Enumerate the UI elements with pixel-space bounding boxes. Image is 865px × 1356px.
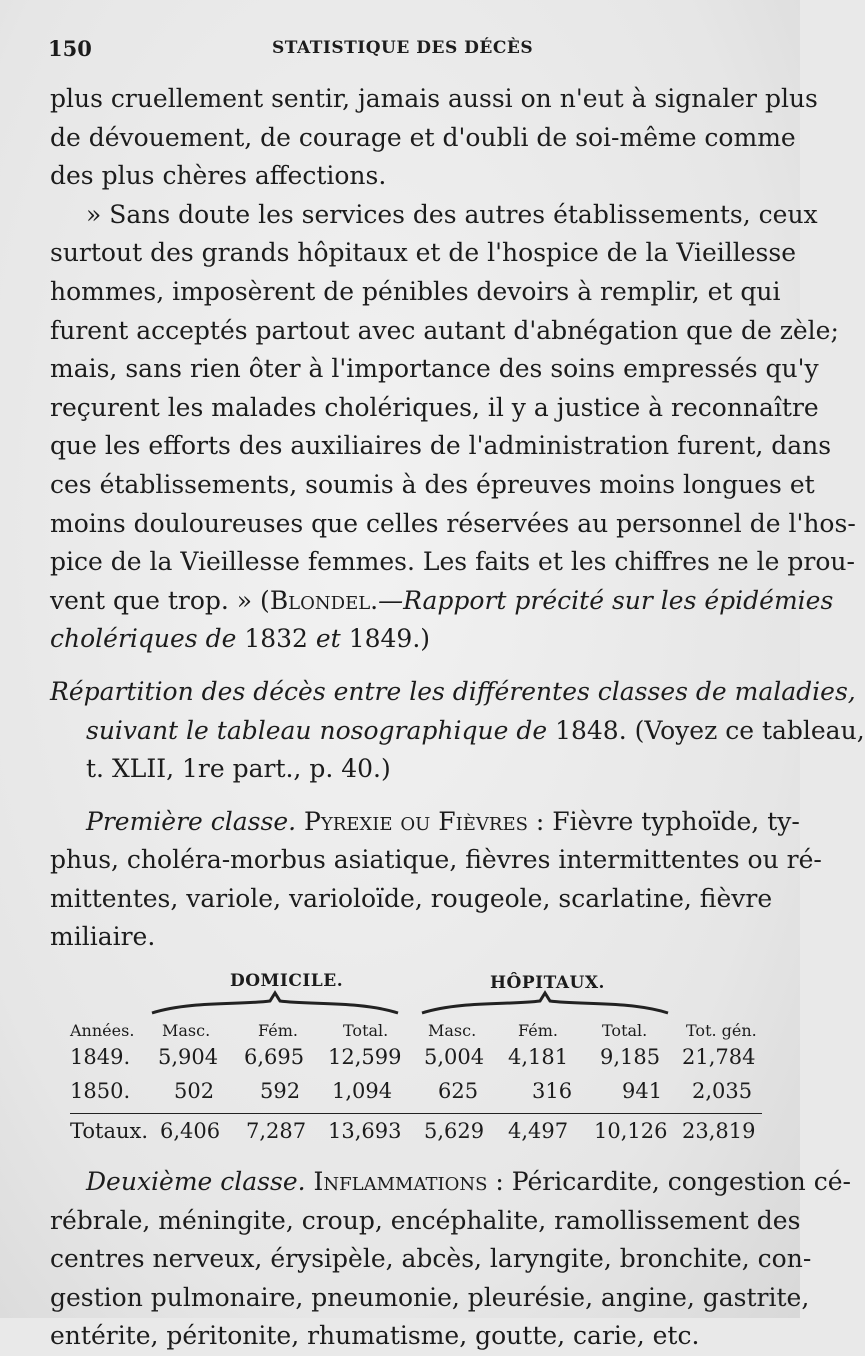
table-cell: 12,599 bbox=[328, 1045, 402, 1070]
brace-domicile bbox=[150, 991, 400, 1017]
table-cell: 941 bbox=[622, 1079, 663, 1104]
column-header: Total. bbox=[602, 1021, 648, 1041]
column-header: Tot. gén. bbox=[686, 1021, 757, 1041]
table-cell: 316 bbox=[532, 1079, 573, 1104]
table-cell: 21,784 bbox=[682, 1045, 756, 1070]
deaths-table bbox=[50, 957, 762, 1153]
totals-cell: 10,126 bbox=[594, 1119, 668, 1144]
class-label: Première classe. bbox=[86, 806, 297, 836]
group-header-domicile: DOMICILE. bbox=[230, 971, 344, 992]
text-line: Première classe. Pyrexie ou Fièvres : Fièvre typhoïde, ty- bbox=[86, 806, 800, 836]
totals-rule bbox=[70, 1113, 762, 1114]
table-cell: 4,181 bbox=[508, 1045, 569, 1070]
text-line: reçurent les malades cholériques, il y a justice à reconnaître bbox=[50, 392, 819, 422]
brace-hopitaux bbox=[420, 991, 670, 1017]
premiere-classe bbox=[50, 803, 822, 957]
text-line: moins douloureuses que celles réservées au personnel de l'hos- bbox=[50, 508, 856, 538]
column-header: Années. bbox=[70, 1021, 135, 1041]
text-line: gestion pulmonaire, pneumonie, pleurésie, angine, gastrite, bbox=[50, 1282, 810, 1312]
column-header: Masc. bbox=[428, 1021, 477, 1041]
text-line: mittentes, variole, varioloïde, rougeole, scarlatine, fièvre bbox=[50, 883, 773, 913]
citation-line: vent que trop. » (Blondel.—Rapport précité sur les épidémies bbox=[50, 585, 834, 615]
column-header: Total. bbox=[343, 1021, 389, 1041]
class-title: Inflammations bbox=[313, 1167, 488, 1197]
text-line: que les efforts des auxiliaires de l'administration furent, dans bbox=[50, 431, 832, 461]
text-line: miliaire. bbox=[50, 922, 156, 952]
text-line: centres nerveux, érysipèle, abcès, laryngite, bronchite, con- bbox=[50, 1244, 812, 1274]
text-line: plus cruellement sentir, jamais aussi on n'eut à signaler plus bbox=[50, 84, 818, 113]
totals-cell: Totaux. bbox=[70, 1119, 149, 1144]
totals-cell: 4,497 bbox=[508, 1119, 569, 1144]
text-line: rébrale, méningite, croup, encéphalite, ramollissement des bbox=[50, 1205, 801, 1235]
text-line: » Sans doute les services des autres établissements, ceux bbox=[86, 199, 818, 229]
text-line: pice de la Vieillesse femmes. Les faits et les chiffres ne le prou- bbox=[50, 547, 855, 577]
table-cell: 6,695 bbox=[244, 1045, 305, 1070]
table-cell: 502 bbox=[174, 1079, 215, 1104]
table-cell: 9,185 bbox=[600, 1045, 661, 1070]
text-line: ces établissements, soumis à des épreuves moins longues et bbox=[50, 469, 815, 499]
text-line: furent acceptés partout avec autant d'abnégation que de zèle; bbox=[50, 315, 839, 345]
totals-cell: 5,629 bbox=[424, 1119, 485, 1144]
totals-cell: 7,287 bbox=[246, 1119, 307, 1144]
table-cell: 1849. bbox=[70, 1045, 131, 1070]
text-line: Deuxième classe. Inflammations : Péricardite, congestion cé- bbox=[86, 1167, 851, 1197]
table-cell: 1,094 bbox=[332, 1079, 393, 1104]
column-header: Fém. bbox=[518, 1021, 558, 1041]
totals-cell: 23,819 bbox=[682, 1119, 756, 1144]
table-cell: 592 bbox=[260, 1079, 301, 1104]
paragraph-1 bbox=[50, 80, 818, 196]
table-cell: 1850. bbox=[70, 1079, 131, 1104]
text-line: entérite, péritonite, rhumatisme, goutte, carie, etc. bbox=[50, 1321, 700, 1351]
citation-title: —Rapport précité sur les épidémies bbox=[378, 585, 834, 615]
running-title: STATISTIQUE DES DÉCÈS bbox=[272, 38, 534, 58]
text-line: phus, choléra-morbus asiatique, fièvres intermittentes ou ré- bbox=[50, 845, 822, 875]
class-title: Pyrexie ou Fièvres bbox=[304, 806, 528, 836]
totals-cell: 13,693 bbox=[328, 1119, 402, 1144]
deuxieme-classe bbox=[50, 1163, 851, 1356]
citation-author: Blondel. bbox=[269, 585, 379, 615]
heading-line: t. XLII, 1re part., p. 40.) bbox=[86, 754, 391, 784]
table-cell: 2,035 bbox=[692, 1079, 753, 1104]
text-line: hommes, imposèrent de pénibles devoirs à remplir, et qui bbox=[50, 276, 781, 306]
table-cell: 5,904 bbox=[158, 1045, 219, 1070]
heading-line: Répartition des décès entre les différentes classes de maladies, bbox=[50, 676, 856, 706]
heading-line: suivant le tableau nosographique de 1848. (Voyez ce tableau, bbox=[86, 715, 865, 745]
repartition-heading bbox=[50, 673, 865, 789]
page-body bbox=[50, 80, 865, 1356]
group-header-hopitaux: HÔPITAUX. bbox=[490, 973, 605, 994]
table-cell: 625 bbox=[438, 1079, 479, 1104]
text-line: surtout des grands hôpitaux et de l'hospice de la Vieillesse bbox=[50, 238, 796, 268]
column-header: Masc. bbox=[162, 1021, 211, 1041]
page-number: 150 bbox=[48, 36, 92, 61]
table-cell: 5,004 bbox=[424, 1045, 485, 1070]
totals-cell: 6,406 bbox=[160, 1119, 221, 1144]
citation-line: cholériques de 1832 et 1849.) bbox=[50, 624, 431, 654]
page-header bbox=[48, 36, 760, 66]
column-header: Fém. bbox=[258, 1021, 298, 1041]
paragraph-2 bbox=[50, 196, 856, 659]
text-line: de dévouement, de courage et d'oubli de soi-même comme bbox=[50, 122, 796, 152]
class-label: Deuxième classe. bbox=[86, 1167, 306, 1197]
text-line: mais, sans rien ôter à l'importance des soins empressés qu'y bbox=[50, 354, 819, 384]
text-line: des plus chères affections. bbox=[50, 161, 387, 191]
